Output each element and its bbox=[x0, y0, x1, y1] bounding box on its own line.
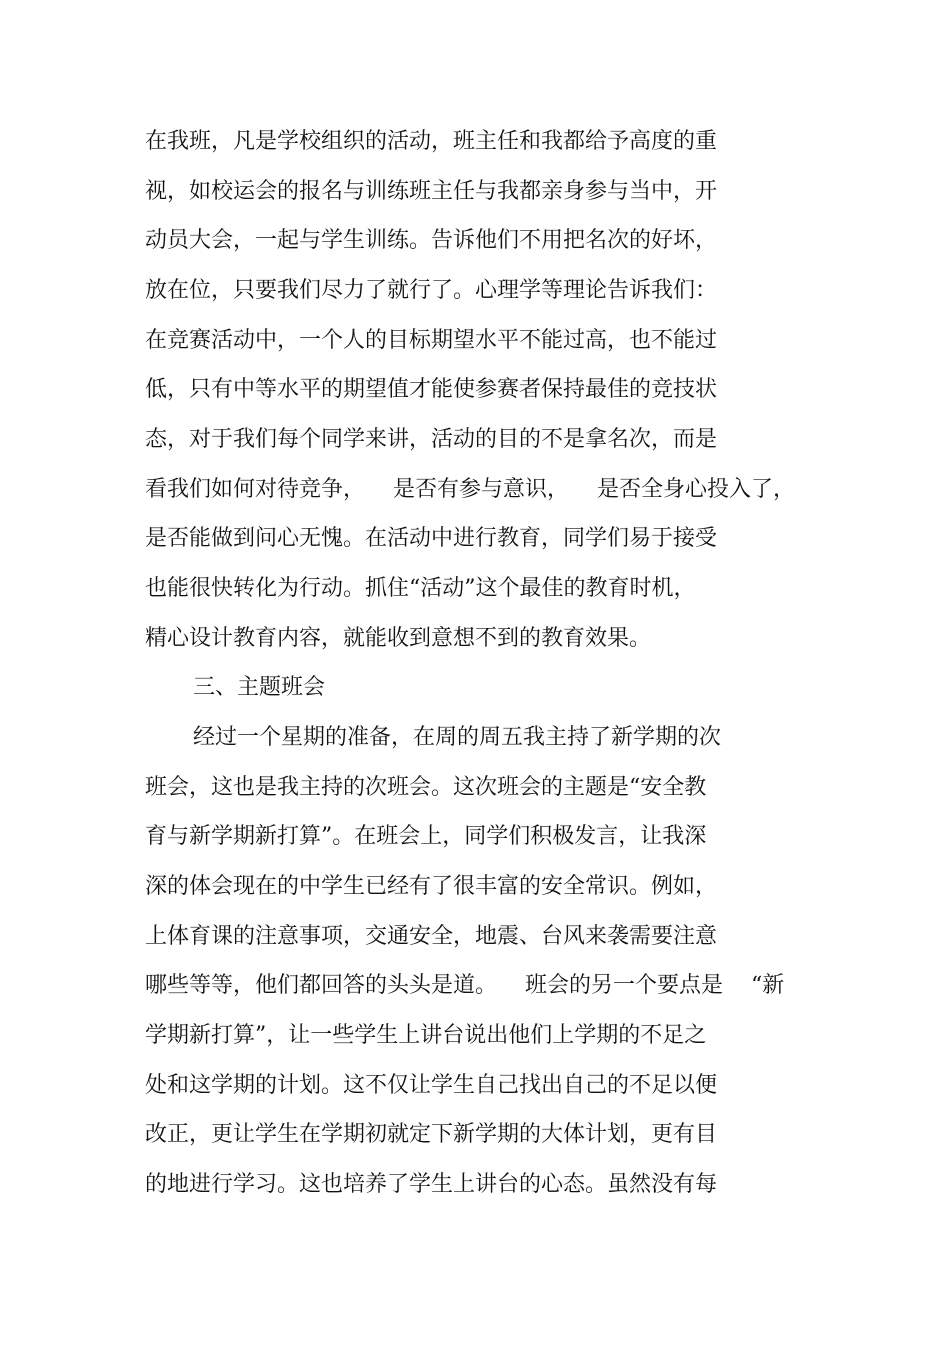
text-line-16: 深的体会现在的中学生已经有了很丰富的安全常识。例如， bbox=[145, 874, 718, 899]
text-line-3: 动员大会，一起与学生训练。告诉他们不用把名次的好坏， bbox=[145, 228, 718, 253]
text-line-1: 在我班，凡是学校组织的活动，班主任和我都给予高度的重 bbox=[145, 129, 718, 154]
text-line-15: 育与新学期新打算”。在班会上，同学们积极发言，让我深 bbox=[145, 824, 707, 849]
text-line-13: 经过一个星期的准备，在周的周五我主持了新学期的次 bbox=[193, 725, 722, 750]
text-line-18: 哪些等等，他们都回答的头头是道。 班会的另一个要点是 “新 bbox=[145, 973, 785, 998]
text-line-17: 上体育课的注意事项，交通安全，地震、台风来袭需要注意 bbox=[145, 924, 718, 949]
text-line-10: 也能很快转化为行动。抓住“活动”这个最佳的教育时机， bbox=[145, 576, 696, 601]
text-line-4: 放在位，只要我们尽力了就行了。心理学等理论告诉我们： bbox=[145, 278, 718, 303]
text-line-21: 改正，更让学生在学期初就定下新学期的大体计划，更有目 bbox=[145, 1122, 718, 1147]
text-line-8: 看我们如何对待竞争， 是否有参与意识， 是否全身心投入了， bbox=[145, 477, 795, 502]
text-line-14: 班会，这也是我主持的次班会。这次班会的主题是“安全教 bbox=[145, 775, 707, 800]
text-line-7: 态，对于我们每个同学来讲，活动的目的不是拿名次，而是 bbox=[145, 427, 718, 452]
text-line-11: 精心设计教育内容，就能收到意想不到的教育效果。 bbox=[145, 626, 652, 651]
section-heading: 三、主题班会 bbox=[193, 675, 326, 700]
text-line-9: 是否能做到问心无愧。在活动中进行教育，同学们易于接受 bbox=[145, 526, 718, 551]
text-line-5: 在竞赛活动中，一个人的目标期望水平不能过高，也不能过 bbox=[145, 328, 718, 353]
text-line-20: 处和这学期的计划。这不仅让学生自己找出自己的不足以便 bbox=[145, 1073, 718, 1098]
text-line-6: 低，只有中等水平的期望值才能使参赛者保持最佳的竞技状 bbox=[145, 377, 718, 402]
text-line-22: 的地进行学习。这也培养了学生上讲台的心态。虽然没有每 bbox=[145, 1172, 718, 1197]
text-line-19: 学期新打算”，让一些学生上讲台说出他们上学期的不足之 bbox=[145, 1023, 707, 1048]
text-line-2: 视，如校运会的报名与训练班主任与我都亲身参与当中，开 bbox=[145, 179, 718, 204]
